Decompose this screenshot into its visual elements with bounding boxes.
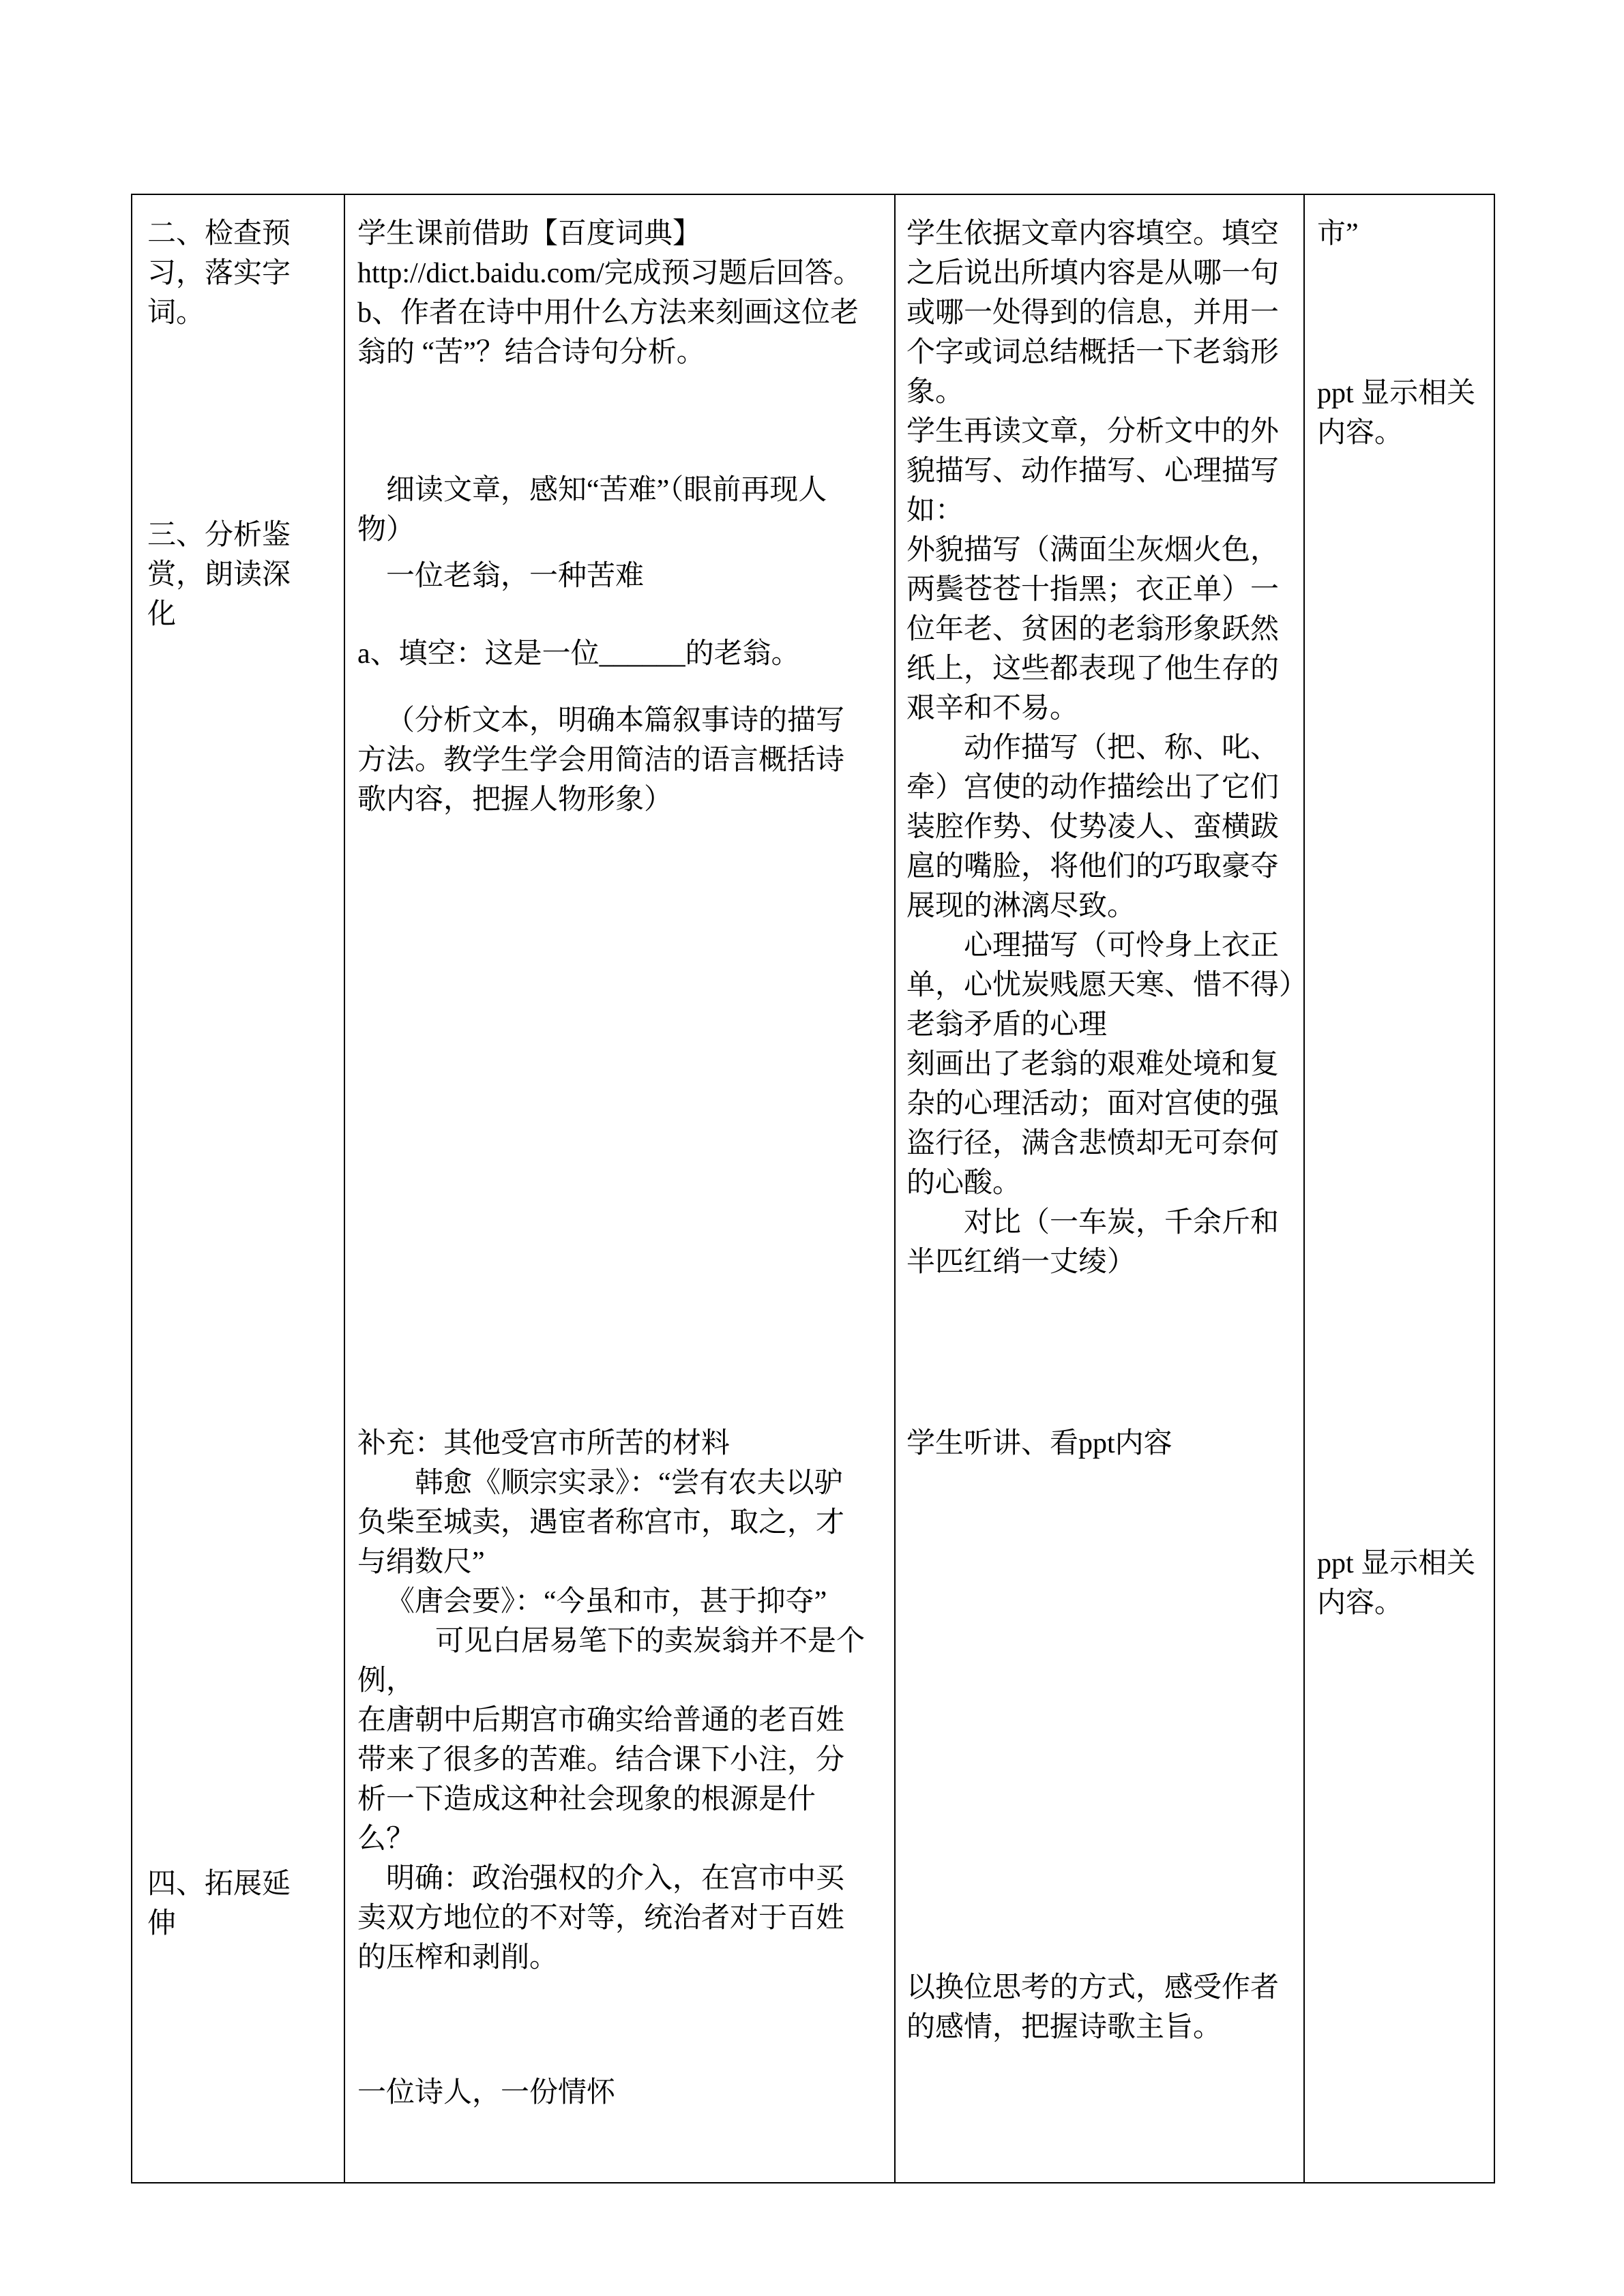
teacher-poet-block (357, 2073, 868, 2113)
note-carryover-block (1317, 214, 1486, 254)
student-empathy-block (906, 1968, 1294, 2047)
stage-item-text: 二、检查预习，落实字词。 (147, 218, 291, 329)
teacher-intro-block (357, 214, 868, 372)
student-paragraph-contrast: 对比（一车炭，千余斤和半匹红绡一丈绫） (906, 1207, 1280, 1278)
teacher-read-block (357, 471, 868, 550)
stage-item-analysis (147, 516, 318, 634)
student-paragraph-empathy: 以换位思考的方式，感受作者的感情，把握诗歌主旨。 (906, 1972, 1280, 2043)
teacher-supplement-block (357, 1424, 868, 1978)
teacher-paragraph-hanyu: 韩愈《顺宗实录》：“尝有农夫以驴负柴至城卖，遇宦者称宫市，取之，才与绢数尺” (357, 1467, 845, 1578)
student-analysis-block (906, 214, 1294, 1282)
teacher-paragraph-method: （分析文本，明确本篇叙事诗的描写方法。教学生学会用简洁的语言概括诗歌内容，把握人物形象） (357, 705, 845, 816)
student-paragraph-portray: 刻画出了老翁的艰难处境和复杂的心理活动；面对宫使的强盗行径，满含悲愤却无可奈何的心酸。 (906, 1049, 1280, 1199)
teacher-paragraph-poet: 一位诗人，一份情怀 (357, 2077, 616, 2108)
teacher-oldman-block (357, 556, 868, 596)
student-paragraph-reread: 学生再读文章，分析文中的外貌描写、动作描写、心理描写如： (906, 416, 1280, 526)
stage-item-check-preview (147, 214, 318, 333)
student-paragraph-listen: 学生听讲、看ppt内容 (906, 1428, 1172, 1459)
stage-item-extension (147, 1864, 318, 1943)
teacher-paragraph-tanghuiyao: 《唐会要》：“今虽和市，甚于抑夺” (386, 1586, 827, 1617)
teacher-paragraph-oldman: 一位老翁，一种苦难 (386, 561, 645, 592)
teacher-activities-column (344, 195, 894, 2182)
lesson-plan-table (131, 194, 1495, 2183)
stage-item-text: 三、分析鉴赏，朗读深化 (147, 520, 291, 630)
student-paragraph-fill: 学生依据文章内容填空。填空之后说出所填内容是从哪一句或哪一处得到的信息，并用一个字或词总结概括一下老翁形象。 (906, 218, 1280, 408)
teacher-paragraph-fill-blank: a、填空：这是一位______的老翁。 (357, 638, 800, 670)
student-listen-block (906, 1424, 1294, 1463)
notes-column (1303, 195, 1494, 2182)
teacher-paragraph-read: 细读文章，感知“苦难”（眼前再现人物） (357, 475, 827, 546)
note-ppt-block-1 (1317, 374, 1486, 453)
note-ppt-text: ppt 显示相关内容。 (1317, 378, 1476, 449)
teacher-fill-blank-block (357, 634, 868, 674)
teacher-paragraph-question-b: b、作者在诗中用什么方法来刻画这位老翁的 “苦”？结合诗句分析。 (357, 297, 859, 368)
teacher-paragraph-clarify: 明确：政治强权的介入，在宫市中买卖双方地位的不对等，统治者对于百姓的压榨和剥削。 (357, 1863, 845, 1973)
teacher-paragraph-supplement: 补充：其他受宫市所苦的材料 (357, 1428, 730, 1459)
note-carryover-text: 市” (1317, 218, 1359, 250)
student-activities-column (894, 195, 1303, 2182)
note-ppt-text: ppt 显示相关内容。 (1317, 1548, 1476, 1619)
student-paragraph-psychology: 心理描写（可怜身上衣正单，心忧炭贱愿天寒、惜不得）老翁矛盾的心理 (906, 930, 1294, 1041)
student-paragraph-appearance: 外貌描写（满面尘灰烟火色，两鬓苍苍十指黑；衣正单）一位年老、贫困的老翁形象跃然纸上，这些都表现了他生存的艰辛和不易。 (906, 535, 1280, 724)
teacher-method-block (357, 701, 868, 820)
teacher-paragraph-not-isolated: 可见白居易笔下的卖炭翁并不是个例， (357, 1626, 866, 1697)
student-paragraph-action: 动作描写（把、称、叱、牵）宫使的动作描绘出了它们装腔作势、仗势凌人、蛮横跋扈的嘴脸，将他们的巧取豪夺展现的淋漓尽致。 (906, 732, 1280, 922)
stage-item-text: 四、拓展延伸 (147, 1868, 291, 1939)
teacher-paragraph-dict: 学生课前借助【百度词典】http://dict.baidu.com/完成预习题后回答。 (357, 218, 862, 289)
note-ppt-block-2 (1317, 1544, 1486, 1623)
teacher-paragraph-root-cause: 在唐朝中后期宫市确实给普通的老百姓带来了很多的苦难。结合课下小注，分析一下造成这种社会现象的根源是什么？ (357, 1705, 845, 1855)
stage-column (132, 195, 344, 2182)
